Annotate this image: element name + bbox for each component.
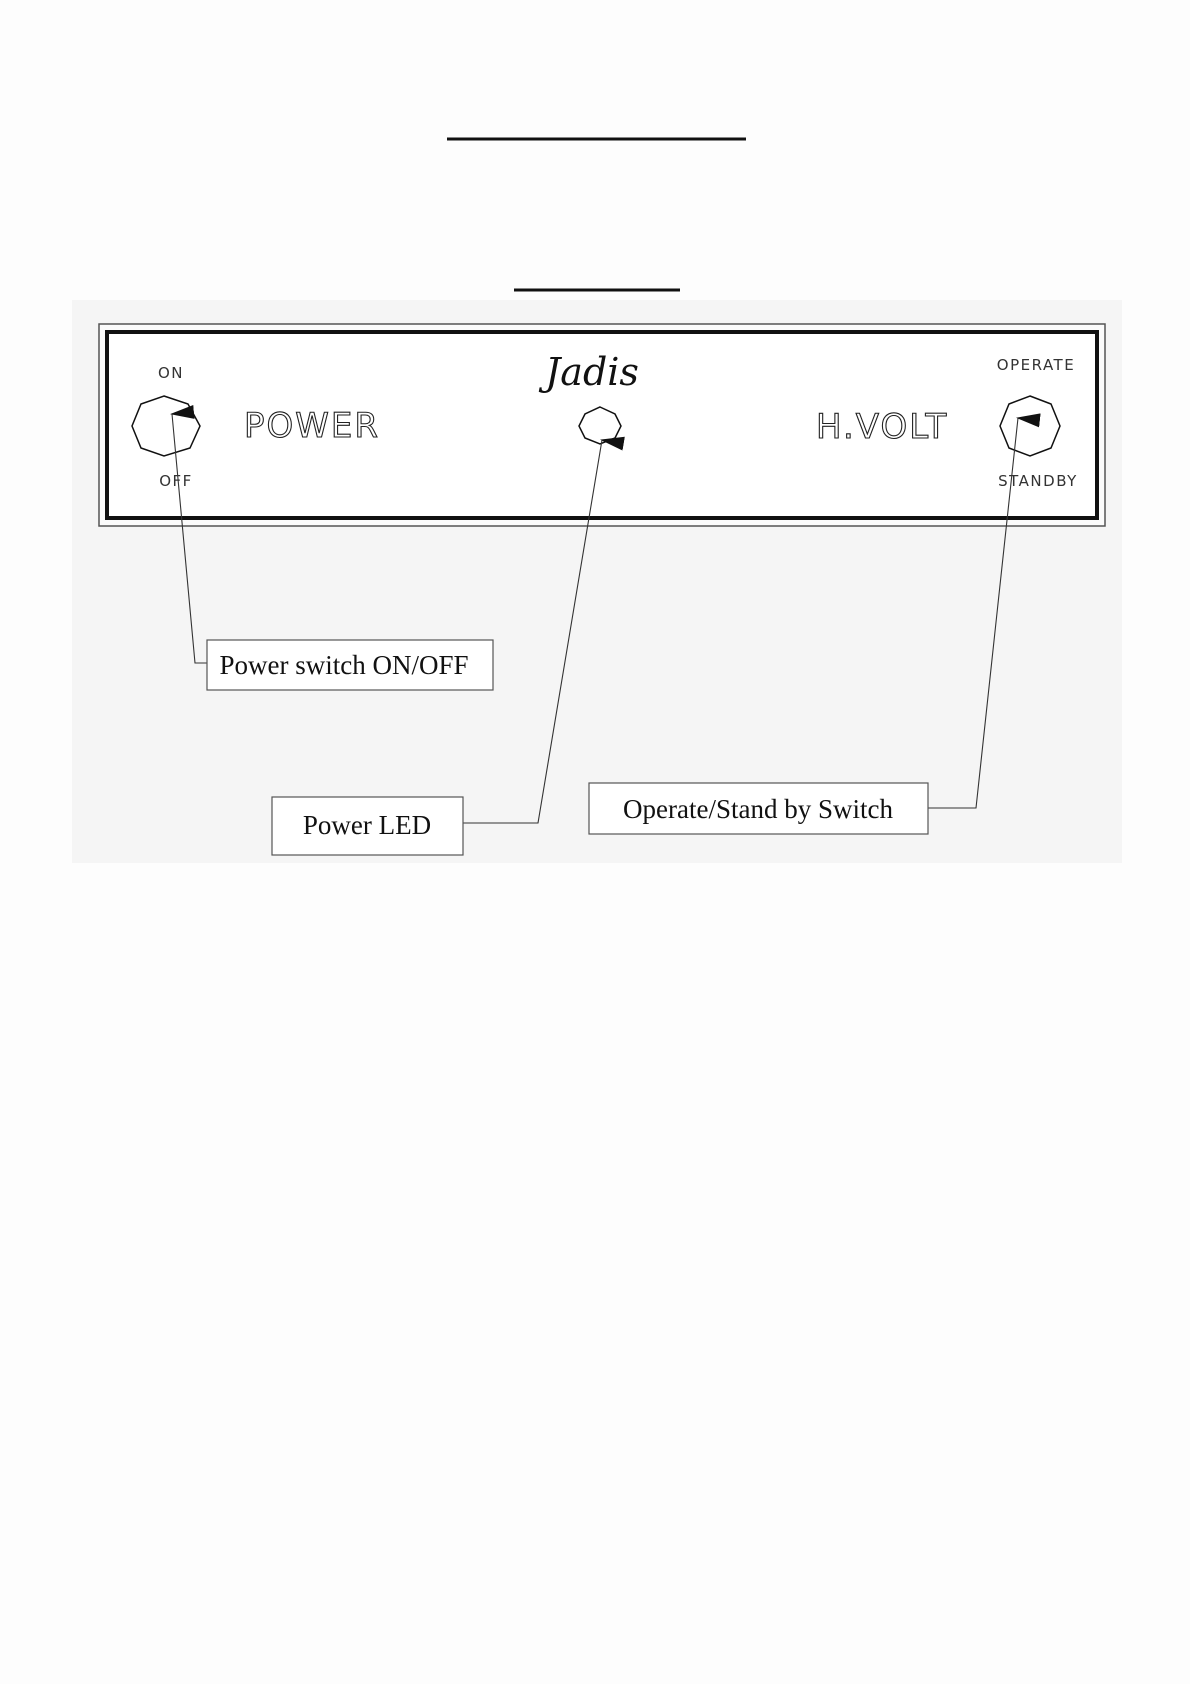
power-label: POWER <box>244 406 380 446</box>
power-on-label: ON <box>157 364 185 382</box>
operate-switch-callout: Operate/Stand by Switch <box>623 794 893 824</box>
standby-label: STANDBY <box>998 472 1078 490</box>
operate-label: OPERATE <box>996 356 1076 374</box>
power-led-callout: Power LED <box>302 810 432 840</box>
power-off-label: OFF <box>159 472 193 490</box>
brand-logo: Jadis <box>545 350 639 394</box>
power-switch-callout: Power switch ON/OFF <box>219 650 469 680</box>
hvolt-label: H.VOLT <box>816 407 949 447</box>
